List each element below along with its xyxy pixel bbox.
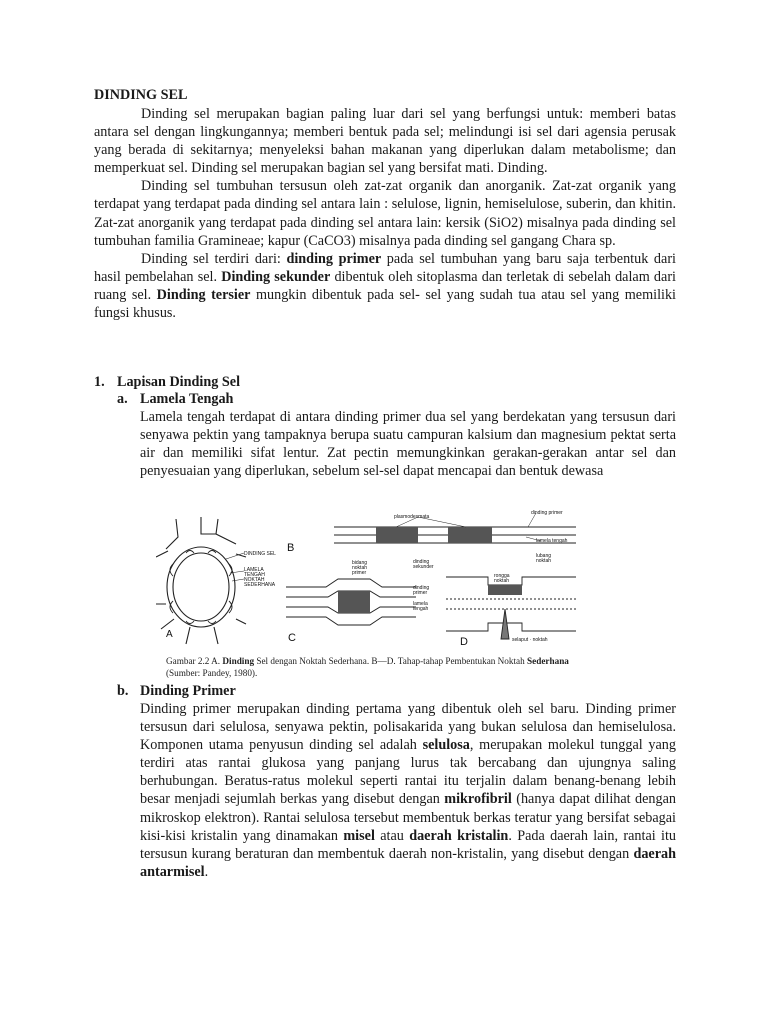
- b-text-2: , merupakan molekul tunggal yang terdiri atas rantai glukosa yang panjang lurus tak bercabang dan ujungnya saling berhubungan. Beratus-ratus molekul seperti rantai itu terjalin dalam benang-benang lebih besar menjadi sejumlah berkas yang disebut dengan: [140, 737, 676, 808]
- subsection-a-title: Lamela Tengah: [140, 391, 234, 407]
- b-text-5: . Pada daerah lain, rantai itu tersusun kurang beraturan dan membentuk daerah non-kristalin, yang disebut dengan: [140, 827, 676, 862]
- term-dinding-tersier: Dinding tersier: [156, 286, 251, 303]
- caption-suffix: (Sumber: Pandey, 1980).: [166, 668, 258, 679]
- cell-wall-figure: [156, 509, 586, 649]
- term-dinding-sekunder: Dinding sekunder: [221, 268, 331, 285]
- dinding-primer-paragraph: [140, 700, 676, 881]
- label-rongga-1: rongga: [494, 573, 510, 579]
- p3-text-4: mungkin dibentuk pada sel- sel yang sudah tua atau sel yang memiliki fungsi khusus.: [94, 286, 676, 322]
- panel-c-label: C: [288, 632, 296, 644]
- label-lamt-2: tengah: [413, 606, 429, 612]
- label-dprim-1: dinding: [413, 585, 430, 591]
- term-daerah-kristalin: daerah kristalin: [409, 827, 509, 844]
- panel-b-label: B: [287, 542, 295, 554]
- intro-paragraph-2: Dinding sel tumbuhan tersusun oleh zat-zat organik dan anorganik. Zat-zat organik yang terdapat yang terdapat pada dinding sel antara lain : selulose, lignin, hemiselulose, suberin, dan khitin. Zat-zat anorganik yang terdapat pada dinding sel antara lain: kersik (SiO2) misalnya pada dinding sel tumbuhan familia Gramineae; kapur (CaCO3) misalnya pada dinding sel gangang Chara sp.: [94, 178, 676, 249]
- b-text-3: (hanya dapat dilihat dengan mikroskop elektron). Rantai selulosa tersebut membentuk berkas teratur yang bersifat sebagai kisi-kisi kristalin yang dinamakan: [140, 791, 676, 844]
- term-selulosa: selulosa: [422, 737, 470, 754]
- label-lamela-2: TENGAH: [244, 572, 265, 578]
- caption-middle: Sel dengan Noktah Sederhana. B—D. Tahap-tahap Pembentukan Noktah: [254, 656, 528, 666]
- subsection-b-body: [140, 700, 676, 881]
- p3-text-1: Dinding sel terdiri dari:: [141, 250, 287, 267]
- p3-text-2: pada sel tumbuhan yang baru saja terbentuk dari hasil pembelahan sel.: [94, 250, 676, 285]
- caption-bold-2: Sederhana: [527, 656, 569, 666]
- term-daerah-antarmisel: daerah antarmisel: [140, 845, 676, 880]
- label-dinding-primer-b: dinding primer: [531, 510, 563, 516]
- label-lubang-1: lubang: [536, 553, 552, 559]
- label-lamela-tengah-b: lamela tengah: [536, 538, 568, 544]
- label-bidang-2: noktah: [352, 565, 368, 571]
- p3-text-3: dibentuk oleh sitoplasma dan terletak di sebelah dalam dari ruang sel.: [94, 268, 676, 303]
- subsection-a-label: a.: [117, 391, 128, 407]
- label-lamela-1: LAMELA: [244, 567, 264, 573]
- label-bidang-3: primer: [352, 570, 367, 576]
- label-selaput: selaput · noktah: [512, 637, 548, 643]
- label-dprim-2: primer: [413, 590, 428, 596]
- intro-paragraph-1: Dinding sel merupakan bagian paling luar dari sel yang berfungsi untuk: memberi batas antara sel dengan lingkungannya; memberi bentuk pada sel; melindungi isi sel dari agensia perusak yang berada di sekitarnya; menyeleksi bahan makanan yang diperlukan dalam metabolisme; dan memperkuat sel. Dinding sel merupakan bagian sel yang bersifat mati. Dinding.: [94, 106, 676, 177]
- label-noktah-2: SEDERHANA: [244, 582, 276, 588]
- label-rongga-2: noktah: [494, 578, 510, 584]
- caption-prefix: Gambar 2.2 A.: [166, 656, 223, 666]
- panel-d-label: D: [460, 636, 468, 648]
- term-misel: misel: [343, 827, 375, 844]
- label-plasmodesmata: plasmodesmata: [394, 514, 430, 520]
- b-text-1: Dinding primer merupakan dinding pertama yang dibentuk oleh sel baru. Dinding primer tersusun dari selulosa, senyawa pektin, polisakarida yang bukan selulosa dan hemiselulosa. Komponen utama penyusun dinding sel adalah: [140, 701, 676, 754]
- page-title: DINDING SEL: [94, 87, 188, 103]
- b-text-4: atau: [374, 827, 410, 844]
- label-dsek-2: sekunder: [413, 564, 434, 570]
- label-lubang-2: noktah: [536, 558, 552, 564]
- subsection-b-label: b.: [117, 683, 129, 699]
- section-title: Lapisan Dinding Sel: [117, 374, 241, 390]
- label-lamt-1: lamela: [413, 601, 428, 607]
- figure-caption: [166, 655, 586, 679]
- label-dinding-sel: DINDING SEL: [244, 551, 276, 557]
- subsection-b-title: Dinding Primer: [140, 683, 236, 699]
- intro-paragraph-3: [94, 250, 676, 322]
- label-dsek-1: dinding: [413, 559, 430, 565]
- lamela-tengah-paragraph: Lamela tengah terdapat di antara dinding primer dua sel yang berdekatan yang tersusun dari senyawa pektin yang tampaknya berupa suatu campuran kalsium dan magnesium pektat serta air dan memiliki sifat lentur. Zat pectin memungkinkan gerakan-gerakan antar sel dan penyesuaian yang diperlukan, sebelum sel-sel dapat mencapai dan bentuk dewasa: [140, 409, 676, 480]
- panel-a-label: A: [166, 629, 173, 640]
- figure-panel-d: [446, 577, 576, 639]
- term-dinding-primer: dinding primer: [286, 250, 382, 267]
- figure-panel-c: [286, 579, 416, 625]
- subsection-a-body: [140, 408, 676, 480]
- figure-panel-a: [156, 517, 246, 644]
- b-text-6: .: [204, 863, 209, 880]
- section-number: 1.: [94, 374, 105, 390]
- label-noktah-1: NOKTAH: [244, 577, 265, 583]
- term-mikrofibril: mikrofibril: [444, 791, 512, 808]
- caption-bold-1: Dinding: [222, 656, 255, 666]
- label-bidang-1: bidang: [352, 560, 368, 566]
- intro-block: [94, 105, 676, 322]
